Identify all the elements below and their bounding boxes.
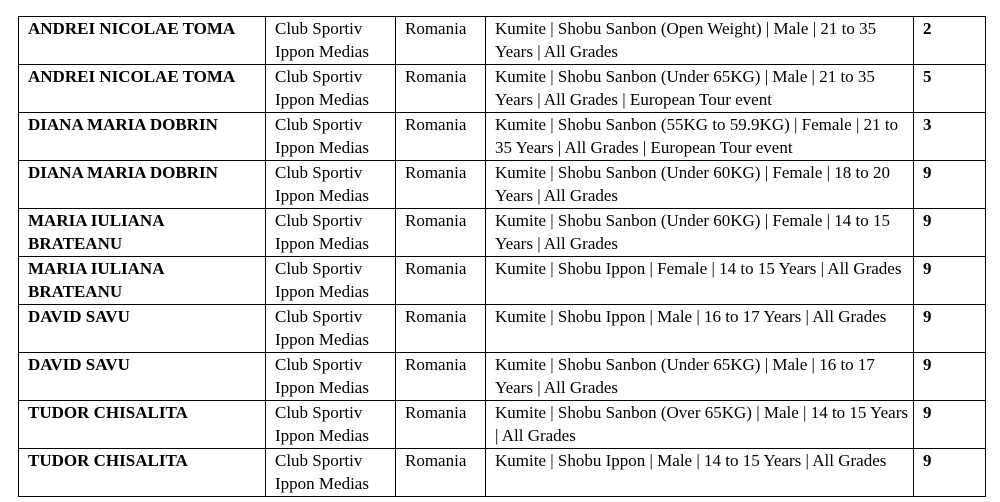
club-name: Club Sportiv Ippon Medias: [266, 161, 396, 209]
table-row: [19, 113, 986, 161]
event-category: Kumite | Shobu Sanbon (Open Weight) | Male | 21 to 35 Years | All Grades: [486, 17, 914, 65]
entry-count: 2: [914, 17, 986, 65]
entry-count: 3: [914, 113, 986, 161]
club-name: Club Sportiv Ippon Medias: [266, 257, 396, 305]
table-row: [19, 353, 986, 401]
table-row: [19, 17, 986, 65]
entry-count: 9: [914, 305, 986, 353]
table-row: [19, 65, 986, 113]
table-row: [19, 209, 986, 257]
event-category: Kumite | Shobu Ippon | Male | 16 to 17 Years | All Grades: [486, 305, 914, 353]
table-row: [19, 161, 986, 209]
athlete-name: DIANA MARIA DOBRIN: [19, 113, 266, 161]
entry-count: 5: [914, 65, 986, 113]
entry-count: 9: [914, 353, 986, 401]
athlete-name: DAVID SAVU: [19, 353, 266, 401]
athlete-name: MARIA IULIANA BRATEANU: [19, 209, 266, 257]
event-category: Kumite | Shobu Ippon | Male | 14 to 15 Years | All Grades: [486, 449, 914, 497]
country-name: Romania: [396, 17, 486, 65]
event-category: Kumite | Shobu Ippon | Female | 14 to 15 Years | All Grades: [486, 257, 914, 305]
country-name: Romania: [396, 305, 486, 353]
country-name: Romania: [396, 401, 486, 449]
athlete-name: ANDREI NICOLAE TOMA: [19, 17, 266, 65]
event-category: Kumite | Shobu Sanbon (Under 60KG) | Female | 18 to 20 Years | All Grades: [486, 161, 914, 209]
country-name: Romania: [396, 65, 486, 113]
club-name: Club Sportiv Ippon Medias: [266, 65, 396, 113]
club-name: Club Sportiv Ippon Medias: [266, 449, 396, 497]
athlete-name: DAVID SAVU: [19, 305, 266, 353]
table-row: [19, 305, 986, 353]
entry-count: 9: [914, 257, 986, 305]
entry-count: 9: [914, 449, 986, 497]
country-name: Romania: [396, 449, 486, 497]
table-row: [19, 401, 986, 449]
country-name: Romania: [396, 209, 486, 257]
athlete-name: TUDOR CHISALITA: [19, 401, 266, 449]
club-name: Club Sportiv Ippon Medias: [266, 113, 396, 161]
athlete-name: DIANA MARIA DOBRIN: [19, 161, 266, 209]
country-name: Romania: [396, 161, 486, 209]
entry-count: 9: [914, 161, 986, 209]
event-category: Kumite | Shobu Sanbon (Over 65KG) | Male | 14 to 15 Years | All Grades: [486, 401, 914, 449]
table-row: [19, 449, 986, 497]
club-name: Club Sportiv Ippon Medias: [266, 209, 396, 257]
country-name: Romania: [396, 113, 486, 161]
country-name: Romania: [396, 353, 486, 401]
entry-count: 9: [914, 209, 986, 257]
club-name: Club Sportiv Ippon Medias: [266, 17, 396, 65]
club-name: Club Sportiv Ippon Medias: [266, 305, 396, 353]
athlete-name: TUDOR CHISALITA: [19, 449, 266, 497]
club-name: Club Sportiv Ippon Medias: [266, 353, 396, 401]
club-name: Club Sportiv Ippon Medias: [266, 401, 396, 449]
event-category: Kumite | Shobu Sanbon (Under 65KG) | Male | 16 to 17 Years | All Grades: [486, 353, 914, 401]
country-name: Romania: [396, 257, 486, 305]
event-category: Kumite | Shobu Sanbon (55KG to 59.9KG) | Female | 21 to 35 Years | All Grades | European Tour event: [486, 113, 914, 161]
event-category: Kumite | Shobu Sanbon (Under 65KG) | Male | 21 to 35 Years | All Grades | European Tour event: [486, 65, 914, 113]
registrations-table: [18, 16, 986, 497]
athlete-name: ANDREI NICOLAE TOMA: [19, 65, 266, 113]
table-row: [19, 257, 986, 305]
event-category: Kumite | Shobu Sanbon (Under 60KG) | Female | 14 to 15 Years | All Grades: [486, 209, 914, 257]
entry-count: 9: [914, 401, 986, 449]
athlete-name: MARIA IULIANA BRATEANU: [19, 257, 266, 305]
